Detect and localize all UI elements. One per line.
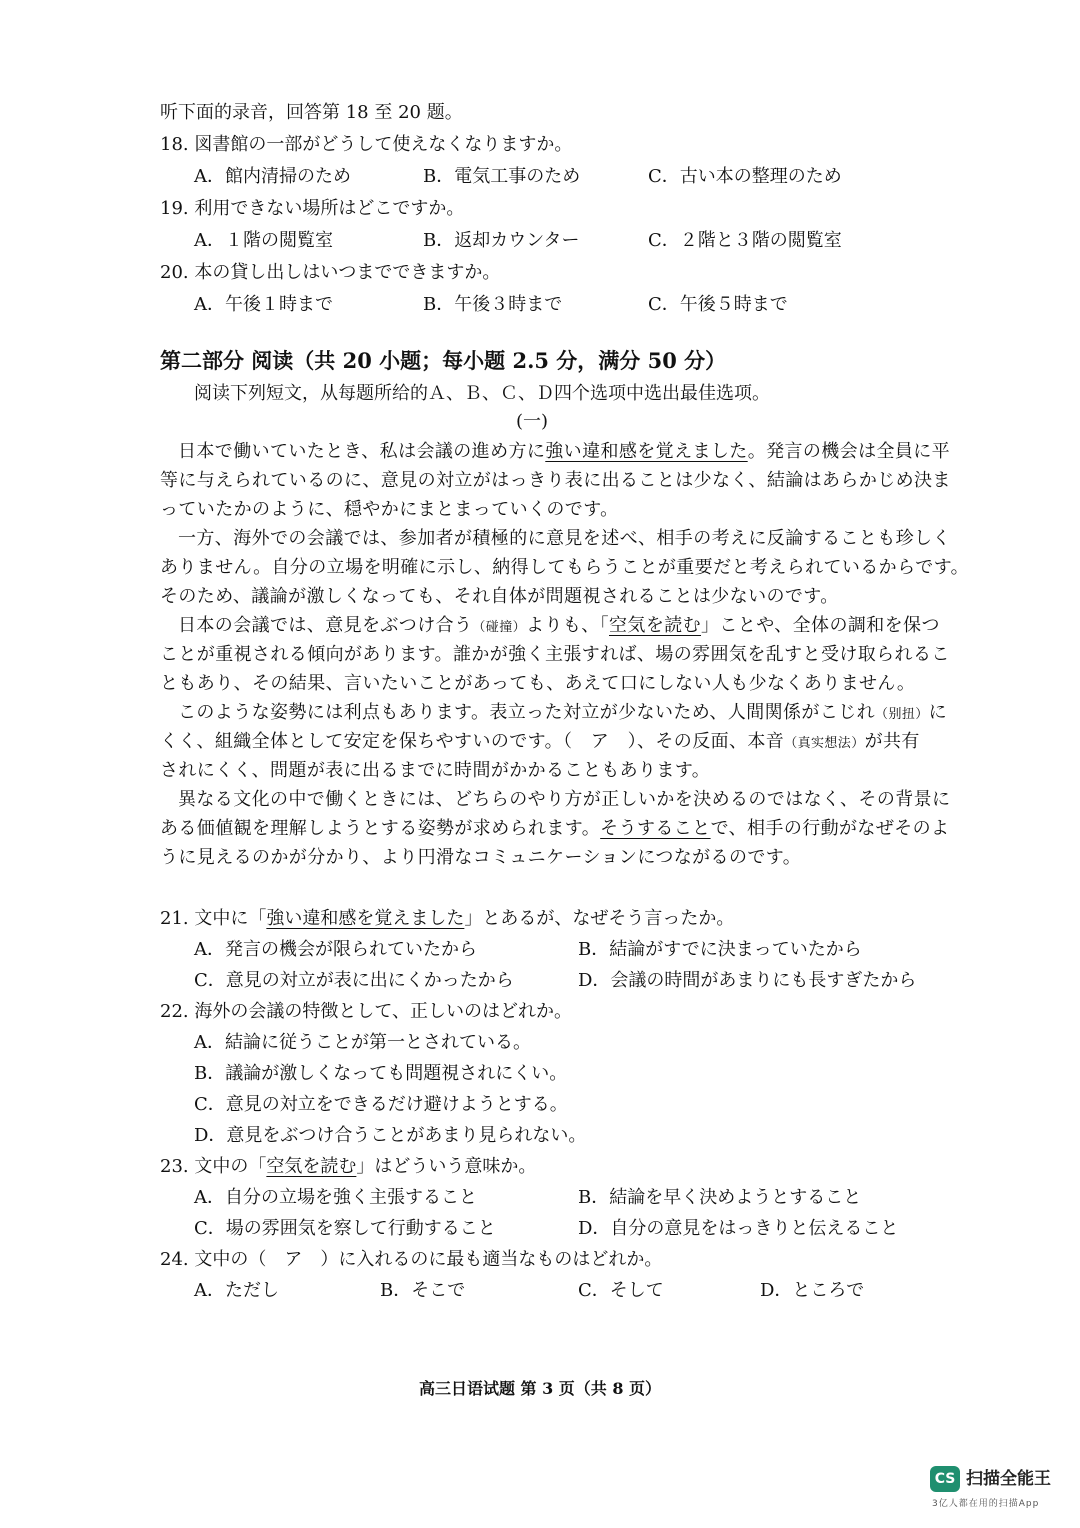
question-22: 22. 海外の会議の特徴として、正しいのはどれか。 <box>160 1001 572 1022</box>
q23-option-a: A．自分の立場を強く主張すること <box>194 1187 477 1208</box>
p1-line2: 等に与えられているのに、意見の対立がはっきり表に出ることは少なく、結論はあらかじめ決ま <box>160 470 951 491</box>
question-24: 24. 文中の（ ア ）に入れるのに最も適当なものはどれか。 <box>160 1249 663 1270</box>
gloss-note: （别扭） <box>875 707 929 722</box>
watermark-name: 扫描全能王 <box>966 1469 1051 1489</box>
page-footer: 高三日语试题 第 3 页（共 8 页） <box>418 1379 662 1398</box>
q19-option-b: B．返却カウンター <box>423 230 580 251</box>
q24-option-c: C．そして <box>578 1280 664 1301</box>
q18-option-a: A．館内清掃のため <box>194 166 351 187</box>
question-23: 23. 文中の「空気を読む」はどういう意味か。 <box>160 1156 537 1177</box>
question-18: 18. 図書館の一部がどうして使えなくなりますか。 <box>160 134 573 155</box>
q18-option-b: B．電気工事のため <box>423 166 581 187</box>
q22-option-c: C．意見の対立をできるだけ避けようとする。 <box>194 1094 568 1115</box>
p4-line1: このような姿勢には利点もあります。表立った対立が少ないため、人間関係がこじれ（别扭）に <box>178 702 948 723</box>
q22-option-a: A．結論に従うことが第一とされている。 <box>194 1032 531 1053</box>
underlined-phrase-2: 空気を読む <box>609 615 702 636</box>
underlined-phrase-3: そうすること <box>600 818 711 839</box>
gloss-note: （真实想法） <box>784 736 865 751</box>
question-20: 20. 本の貸し出しはいつまでできますか。 <box>160 262 501 283</box>
q22-option-d: D．意見をぶつけ合うことがあまり見られない。 <box>194 1125 587 1146</box>
q23-option-c: C．場の雰囲気を察して行動すること <box>194 1218 496 1239</box>
q22-option-b: B．議論が激しくなっても問題視されにくい。 <box>194 1063 568 1084</box>
watermark-subtitle: 3亿人都在用的扫描App <box>932 1499 1040 1509</box>
p3-line3: ともあり、その結果、言いたいことがあっても、あえて口にしない人も少なくありません。 <box>160 673 916 694</box>
p3-line1: 日本の会議では、意見をぶつけ合う（碰撞）よりも、「空気を読む」ことや、全体の調和を保つ <box>178 615 940 636</box>
p2-line2: ありません。自分の立場を明確に示し、納得してもらうことが重要だと考えられているからです。 <box>160 557 970 578</box>
p4-line3: されにくく、問題が表に出るまでに時間がかかることもあります。 <box>160 760 711 781</box>
q24-option-b: B．そこで <box>380 1280 466 1301</box>
p4-line2: くく、組織全体として安定を保ちやすいのです。（ ア ）、その反面、本音（真实想法）が共有 <box>160 731 920 752</box>
passage-number: (一) <box>516 411 549 432</box>
q24-option-a: A．ただし <box>194 1280 279 1301</box>
p1-line1: 日本で働いていたとき、私は会議の進め方に強い違和感を覚えました。発言の機会は全員に平 <box>178 441 951 462</box>
q20-option-c: C．午後５時まで <box>648 294 788 315</box>
section-heading: 第二部分 阅读（共 20 小题；每小题 2.5 分，满分 50 分） <box>160 348 727 373</box>
underlined-phrase-1: 強い違和感を覚えました <box>545 441 748 462</box>
q21-option-c: C．意見の対立が表に出にくかったから <box>194 970 514 991</box>
p5-line1: 異なる文化の中で働くときには、どちらのやり方が正しいかを決めるのではなく、その背景に <box>178 789 951 810</box>
q21-option-b: B．結論がすでに決まっていたから <box>578 939 862 960</box>
p3-line2: ことが重視される傾向があります。誰かが強く主張すれば、場の雰囲気を乱すと受け取られるこ <box>160 644 950 665</box>
p2-line1: 一方、海外での会議では、参加者が積極的に意見を述べ、相手の考えに反論することも珍しく <box>178 528 951 549</box>
p1-line3: っていたかのように、穏やかにまとまっていくのです。 <box>160 499 619 520</box>
q20-option-a: A．午後１時まで <box>194 294 333 315</box>
question-21: 21. 文中に「強い違和感を覚えました」とあるが、なぜそう言ったか。 <box>160 908 735 929</box>
reading-instruction: 阅读下列短文，从每题所给的Ａ、Ｂ、Ｃ、Ｄ四个选项中选出最佳选项。 <box>194 383 770 404</box>
p2-line3: そのため、議論が激しくなっても、それ自体が問題視されることは少ないのです。 <box>160 586 839 607</box>
p5-line3: うに見えるのかが分かり、より円滑なコミュニケーションにつながるのです。 <box>160 847 802 868</box>
q21-option-a: A．発言の機会が限られていたから <box>194 939 477 960</box>
q21-option-d: D．会議の時間があまりにも長すぎたから <box>578 970 917 991</box>
question-19: 19. 利用できない場所はどこですか。 <box>160 198 465 219</box>
q18-option-c: C．古い本の整理のため <box>648 166 842 187</box>
listening-instruction: 听下面的录音，回答第 18 至 20 题。 <box>160 102 463 123</box>
q23-option-d: D．自分の意見をはっきりと伝えること <box>578 1218 899 1239</box>
camscanner-logo-icon: CS <box>930 1466 960 1492</box>
q20-option-b: B．午後３時まで <box>423 294 563 315</box>
gloss-note: （碰撞） <box>472 620 527 635</box>
q19-option-c: C．２階と３階の閲覧室 <box>648 230 842 251</box>
q23-option-b: B．結論を早く決めようとすること <box>578 1187 862 1208</box>
q19-option-a: A．１階の閲覧室 <box>194 230 333 251</box>
p5-line2: ある価値観を理解しようとする姿勢が求められます。そうすることで、相手の行動がなぜそのよ <box>160 818 950 839</box>
q24-option-d: D．ところで <box>760 1280 865 1301</box>
